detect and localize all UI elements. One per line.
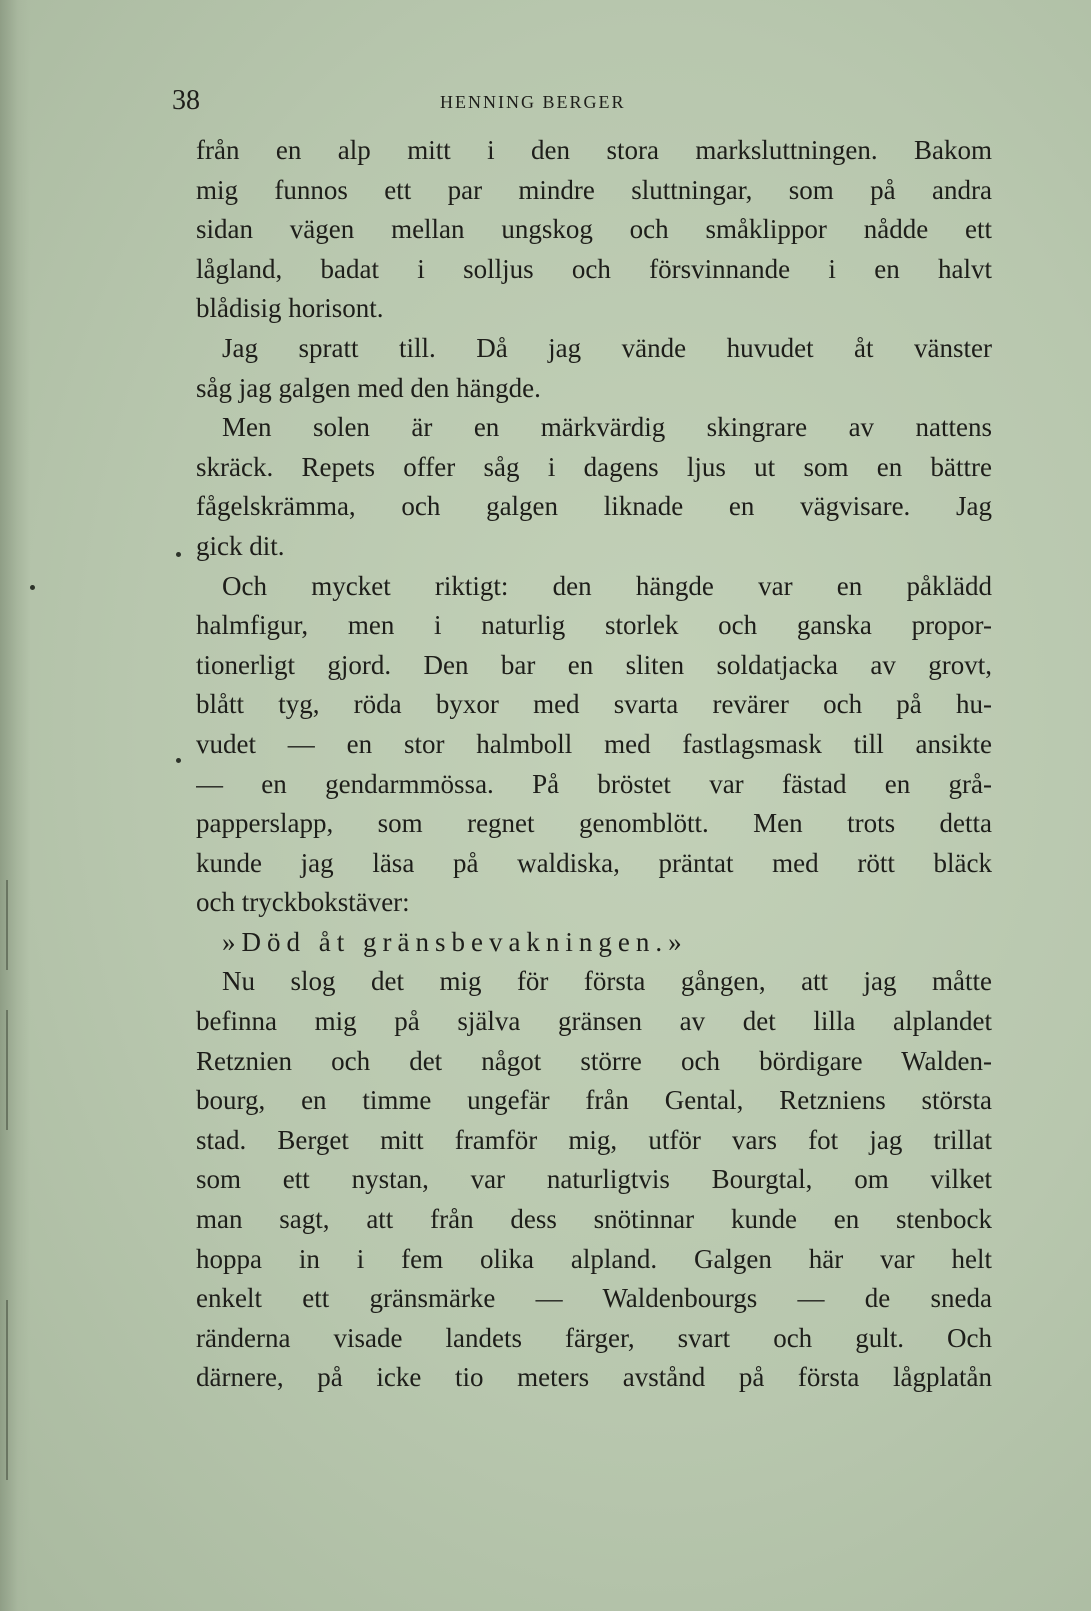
text-line: man sagt, att från dess snötinnar kunde en stenbock: [196, 1204, 992, 1235]
margin-speck: [30, 585, 35, 590]
text-line: Jag spratt till. Då jag vände huvudet åt vänster: [222, 332, 992, 363]
book-spine-edge: [0, 0, 30, 1611]
text-line: blådisig horisont.: [196, 293, 384, 324]
text-line: enkelt ett gränsmärke — Waldenbourgs — de sneda: [196, 1283, 992, 1314]
text-line: Och mycket riktigt: den hängde var en påklädd: [222, 570, 992, 601]
text-line: sidan vägen mellan ungskog och småklippor nådde ett: [196, 214, 992, 245]
text-line: — en gendarmmössa. På bröstet var fästad en grå-: [196, 768, 992, 799]
margin-speck: [176, 758, 181, 763]
page-number: 38: [172, 85, 200, 116]
text-line: befinna mig på själva gränsen av det lilla alplandet: [196, 1006, 992, 1037]
text-line: papperslapp, som regnet genomblött. Men trots detta: [196, 808, 992, 839]
text-line: Retznien och det något större och bördigare Walden-: [196, 1045, 992, 1076]
text-line: från en alp mitt i den stora marksluttningen. Bakom: [196, 135, 992, 165]
page-header: [172, 84, 992, 118]
text-line: skräck. Repets offer såg i dagens ljus ut som en bättre: [196, 451, 992, 482]
text-line: bourg, en timme ungefär från Gental, Retzniens största: [196, 1085, 992, 1116]
margin-speck: [176, 552, 181, 557]
text-line: stad. Berget mitt framför mig, utför vars fot jag trillat: [196, 1124, 992, 1155]
running-head: HENNING BERGER: [440, 92, 626, 112]
spine-mark: [6, 1300, 8, 1480]
text-line: Nu slog det mig för första gången, att jag måtte: [222, 966, 992, 997]
text-line: blått tyg, röda byxor med svarta revärer och på hu-: [196, 689, 992, 720]
text-line: som ett nystan, var naturligtvis Bourgtal, om vilket: [196, 1164, 992, 1195]
text-line: Men solen är en märkvärdig skingrare av nattens: [222, 412, 992, 443]
body-text: [196, 131, 992, 1398]
text-line: lågland, badat i solljus och försvinnande i en halvt: [196, 253, 992, 284]
text-line: »Död åt gränsbevakningen.»: [222, 926, 688, 957]
text-line: halmfigur, men i naturlig storlek och ganska propor-: [196, 610, 992, 641]
text-line: gick dit.: [196, 530, 285, 561]
spine-mark: [6, 1010, 8, 1130]
text-line: kunde jag läsa på waldiska, präntat med rött bläck: [196, 847, 992, 878]
text-line: tionerligt gjord. Den bar en sliten soldatjacka av grovt,: [196, 649, 992, 680]
text-line: mig funnos ett par mindre sluttningar, som på andra: [196, 174, 992, 205]
text-line: vudet — en stor halmboll med fastlagsmask till ansikte: [196, 728, 992, 759]
text-line: fågelskrämma, och galgen liknade en vägvisare. Jag: [196, 491, 992, 522]
text-line: därnere, på icke tio meters avstånd på första lågplatån: [196, 1362, 992, 1393]
text-line: och tryckbokstäver:: [196, 887, 410, 918]
text-line: ränderna visade landets färger, svart och gult. Och: [196, 1322, 992, 1353]
text-line: såg jag galgen med den hängde.: [196, 372, 541, 403]
text-line: hoppa in i fem olika alpland. Galgen här var helt: [196, 1243, 992, 1274]
spine-mark: [6, 880, 8, 970]
